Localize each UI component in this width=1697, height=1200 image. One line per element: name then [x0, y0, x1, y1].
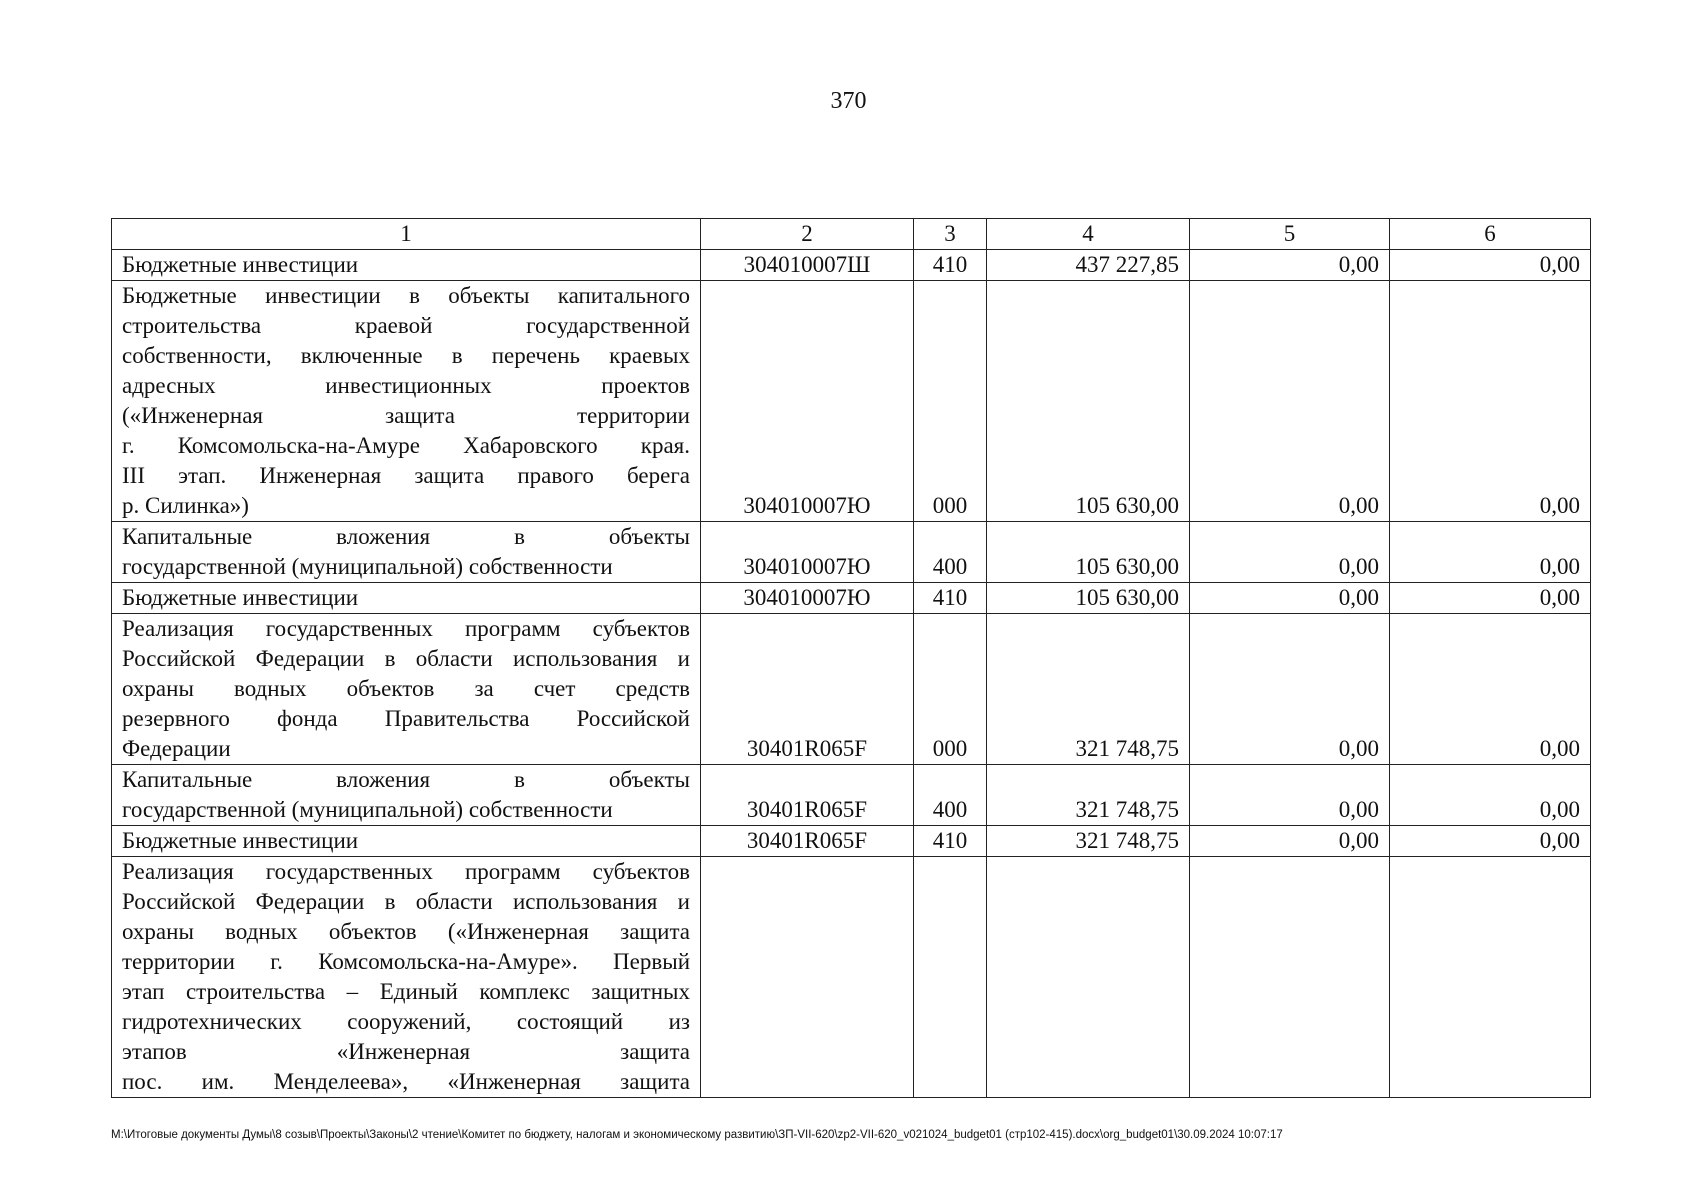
description-line: государственной (муниципальной) собственности	[122, 554, 613, 579]
amount-col-6: 0,00	[1390, 583, 1591, 614]
amount-col-4: 321 748,75	[987, 614, 1190, 765]
description-line: Капитальные вложения в объекты	[122, 524, 690, 549]
amount-col-5: 0,00	[1190, 765, 1390, 826]
description-line: Бюджетные инвестиции в объекты капитального	[122, 283, 690, 308]
amount-col-6: 0,00	[1390, 826, 1591, 857]
amount-col-5: 0,00	[1190, 522, 1390, 583]
budget-table	[111, 218, 1591, 1098]
table-body	[112, 219, 1591, 1098]
amount-col-5	[1190, 857, 1390, 1098]
amount-col-4: 105 630,00	[987, 583, 1190, 614]
description-line: государственной (муниципальной) собственности	[122, 797, 613, 822]
file-path-footer: М:\Итоговые документы Думы\8 созыв\Проекты\Законы\2 чтение\Комитет по бюджету, налогам и экономическому развитию\ЗП-VII-620\zp2-VII-620_v021024_budget01 (стр102-415).docx\org_budget01\30.09.2024 10:07:17	[111, 1129, 1283, 1141]
target-article-code: 30401R065F	[701, 826, 914, 857]
description-line: Федерации	[122, 736, 231, 761]
description-line: Бюджетные инвестиции	[122, 252, 359, 277]
amount-col-5: 0,00	[1190, 583, 1390, 614]
description-line: г. Комсомольска-на-Амуре Хабаровского края.	[122, 433, 690, 458]
description-line: этап строительства – Единый комплекс защитных	[122, 979, 690, 1004]
amount-col-6: 0,00	[1390, 522, 1591, 583]
header-cell-4: 4	[987, 219, 1190, 250]
expense-type-code	[914, 857, 987, 1098]
description-line: Капитальные вложения в объекты	[122, 767, 690, 792]
amount-col-4: 105 630,00	[987, 281, 1190, 522]
description-line: охраны водных объектов («Инженерная защита	[122, 919, 690, 944]
row-description	[112, 857, 701, 1098]
amount-col-5: 0,00	[1190, 250, 1390, 281]
expense-type-code: 000	[914, 281, 987, 522]
header-cell-6: 6	[1390, 219, 1591, 250]
row-description	[112, 614, 701, 765]
header-row	[112, 219, 1591, 250]
amount-col-6: 0,00	[1390, 250, 1591, 281]
row-description	[112, 522, 701, 583]
description-line: р. Силинка»)	[122, 493, 249, 518]
amount-col-5: 0,00	[1190, 826, 1390, 857]
description-line: адресных инвестиционных проектов	[122, 373, 690, 398]
row-description	[112, 250, 701, 281]
page-number: 370	[830, 88, 867, 114]
description-line: Российской Федерации в области использования и	[122, 646, 690, 671]
expense-type-code: 400	[914, 765, 987, 826]
amount-col-4: 321 748,75	[987, 765, 1190, 826]
expense-type-code: 000	[914, 614, 987, 765]
header-cell-1: 1	[112, 219, 701, 250]
description-line: строительства краевой государственной	[122, 313, 690, 338]
header-cell-3: 3	[914, 219, 987, 250]
expense-type-code: 400	[914, 522, 987, 583]
target-article-code: 304010007Ю	[701, 281, 914, 522]
table-row	[112, 765, 1591, 826]
table-row	[112, 583, 1591, 614]
row-description	[112, 281, 701, 522]
expense-type-code: 410	[914, 583, 987, 614]
amount-col-5: 0,00	[1190, 281, 1390, 522]
description-line: гидротехнических сооружений, состоящий из	[122, 1009, 690, 1034]
table-row	[112, 250, 1591, 281]
amount-col-6: 0,00	[1390, 281, 1591, 522]
target-article-code: 304010007Ю	[701, 522, 914, 583]
description-line: Российской Федерации в области использования и	[122, 889, 690, 914]
row-description	[112, 583, 701, 614]
table-row	[112, 826, 1591, 857]
target-article-code: 30401R065F	[701, 614, 914, 765]
amount-col-4	[987, 857, 1190, 1098]
header-cell-5: 5	[1190, 219, 1390, 250]
row-description	[112, 826, 701, 857]
header-cell-2: 2	[701, 219, 914, 250]
table-row	[112, 614, 1591, 765]
table-row	[112, 281, 1591, 522]
description-line: пос. им. Менделеева», «Инженерная защита	[122, 1069, 690, 1094]
description-line: Реализация государственных программ субъектов	[122, 859, 690, 884]
expense-type-code: 410	[914, 250, 987, 281]
amount-col-4: 321 748,75	[987, 826, 1190, 857]
description-line: III этап. Инженерная защита правого берега	[122, 463, 690, 488]
amount-col-6: 0,00	[1390, 765, 1591, 826]
amount-col-5: 0,00	[1190, 614, 1390, 765]
description-line: собственности, включенные в перечень краевых	[122, 343, 690, 368]
expense-type-code: 410	[914, 826, 987, 857]
amount-col-4: 105 630,00	[987, 522, 1190, 583]
target-article-code: 304010007Ю	[701, 583, 914, 614]
description-line: территории г. Комсомольска-на-Амуре». Первый	[122, 949, 690, 974]
table-row	[112, 857, 1591, 1098]
row-description	[112, 765, 701, 826]
description-line: резервного фонда Правительства Российской	[122, 706, 690, 731]
target-article-code: 304010007Ш	[701, 250, 914, 281]
amount-col-6	[1390, 857, 1591, 1098]
amount-col-4: 437 227,85	[987, 250, 1190, 281]
target-article-code: 30401R065F	[701, 765, 914, 826]
table-row	[112, 522, 1591, 583]
target-article-code	[701, 857, 914, 1098]
description-line: Бюджетные инвестиции	[122, 828, 359, 853]
description-line: («Инженерная защита территории	[122, 403, 690, 428]
description-line: Реализация государственных программ субъектов	[122, 616, 690, 641]
amount-col-6: 0,00	[1390, 614, 1591, 765]
description-line: Бюджетные инвестиции	[122, 585, 359, 610]
description-line: этапов «Инженерная защита	[122, 1039, 690, 1064]
description-line: охраны водных объектов за счет средств	[122, 676, 690, 701]
